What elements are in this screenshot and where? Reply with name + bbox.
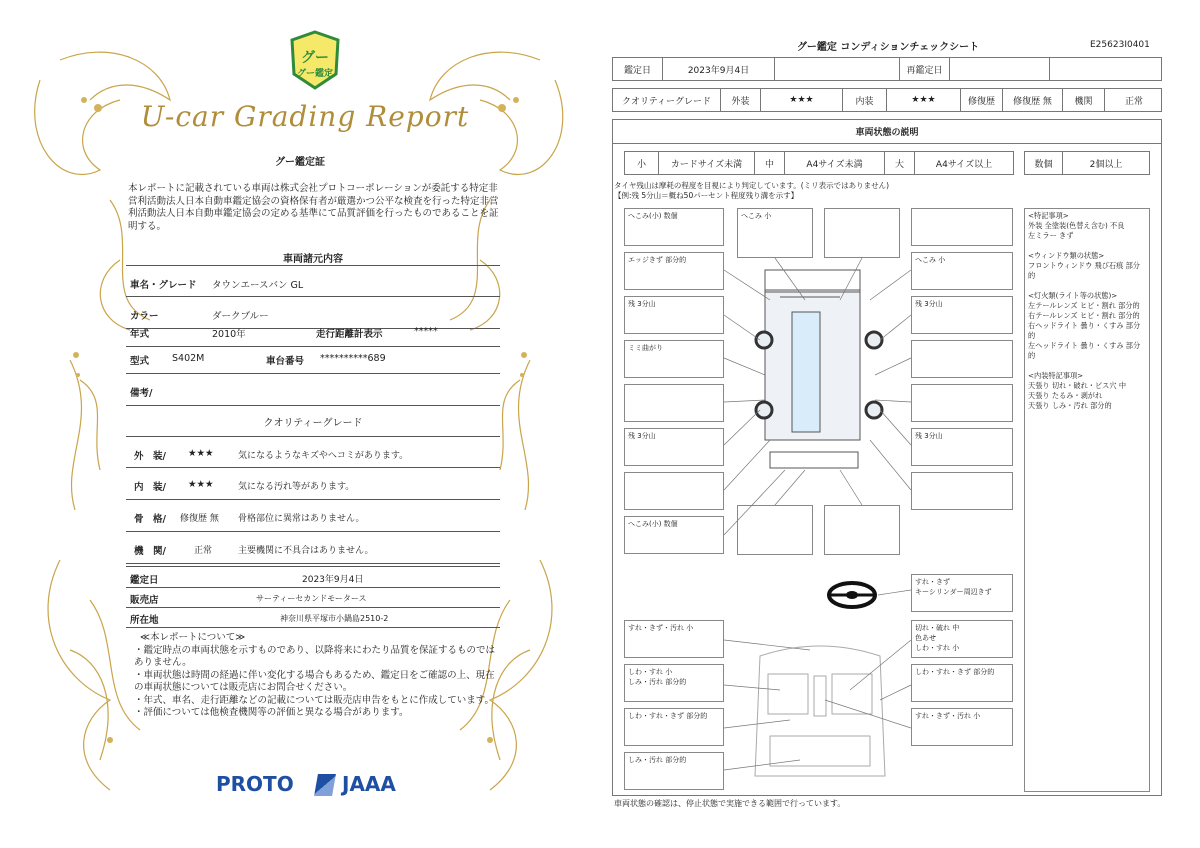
interior-label: 内装: [843, 89, 887, 111]
legend-small: 小: [625, 152, 659, 174]
proto-logo: PROTO: [216, 772, 294, 796]
appraisal-label: 販売店: [130, 595, 159, 606]
spec-label: 備考/: [130, 388, 153, 399]
quality-row-engine: [126, 532, 500, 564]
note-item: ・車両状態は時間の経過に伴い変化する場合もあるため、鑑定日をご確認の上、現在の車両状態については販売店にお問合せください。: [134, 669, 495, 693]
appraisal-label: 所在地: [130, 615, 159, 626]
document-id: E25623I0401: [1090, 40, 1150, 50]
spec-value: タウンエースバン GL: [212, 280, 304, 291]
note-item: ・鑑定時点の車両状態を示すものであり、以降将来にわたり品質を保証するものではありません。: [134, 644, 496, 668]
report-script-title: U-car Grading Report: [140, 100, 470, 133]
quality-label: 外 装/: [134, 451, 166, 462]
note-item: ・年式、車名、走行距離などの記載については販売店申告をもとに作成しています。: [134, 694, 495, 706]
quality-row-frame: [126, 500, 500, 532]
special-notes: <特記事項> 外装 全塗装(色替え含む) 不良 左ミラー きず <ウィンドウ類の状態> フロントウィンドウ 飛び石痕 部分的 <灯火類(ライト等の状態)> 左テールレンズ ヒビ・割れ 部分的 右テールレンズ ヒビ・割れ 部分的 右ヘッドライト 曇り・くすみ 部分的 左ヘッドライト 曇り・くすみ 部分的 <内装特記事項> 天張り 切れ・破れ・ビス穴 中 天張り たるみ・剥がれ 天張り しみ・汚れ 部分的: [1024, 208, 1150, 792]
svg-text:グー: グー: [301, 50, 329, 66]
footer-note: 車両状態の確認は、停止状態で実施できる範囲で行っています。: [614, 799, 846, 808]
quality-stars: ★★★: [188, 479, 214, 490]
appraisal-row-date: [126, 566, 500, 588]
spec-row-remarks: [126, 374, 500, 406]
quality-section-title: クオリティーグレード: [263, 418, 363, 429]
damage-panel: 残 3分山: [911, 296, 1013, 334]
interior-panel: しわ・すれ・きず 部分的: [911, 664, 1013, 702]
date-label: 鑑定日: [613, 58, 663, 80]
condition-check-sheet: [600, 0, 1200, 848]
quality-desc: 主要機関に不具合はありません。: [238, 546, 374, 556]
interior-panel: すれ・きず・汚れ 小: [911, 708, 1013, 746]
repair-label: 修復歴: [961, 89, 1003, 111]
sheet-title: グー鑑定 コンディションチェックシート: [796, 42, 980, 53]
report-notes: [128, 632, 498, 720]
quality-label: 機 関/: [134, 546, 166, 557]
appraisal-row-shop: [126, 588, 500, 608]
damage-panel: 残 3分山: [911, 428, 1013, 466]
damage-panel: 残 3分山: [624, 428, 724, 466]
legend-count-desc: 2個以上: [1089, 159, 1123, 170]
spec-label: 年式: [130, 329, 150, 340]
interior-panel: しわ・すれ・きず 部分的: [624, 708, 724, 746]
engine-label: 機関: [1063, 89, 1105, 111]
damage-panel: へこみ(小) 数個: [624, 208, 724, 246]
quality-label: 骨 格/: [134, 514, 166, 525]
spec-row-model: [126, 342, 500, 374]
interior-panel: しみ・汚れ 部分的: [624, 752, 724, 790]
reappraisal-label: 再鑑定日: [900, 58, 950, 80]
spec-value: 2010年: [212, 329, 246, 340]
legend-small-desc: カードサイズ未満: [659, 152, 755, 174]
quality-stars: ★★★: [188, 448, 214, 459]
interior-panel-steering: すれ・きず キーシリンダー周辺きず: [911, 574, 1013, 612]
damage-panel: 残 3分山: [624, 296, 724, 334]
spec-value: **********689: [320, 353, 386, 364]
interior-panel: しわ・すれ 小 しみ・汚れ 部分的: [624, 664, 724, 702]
interior-panel: すれ・きず・汚れ 小: [624, 620, 724, 658]
legend-count: 数個: [1025, 152, 1063, 174]
notes-title: ≪本レポートについて≫: [140, 632, 246, 643]
spec-label: 車名・グレード: [130, 280, 197, 291]
engine-value: 正常: [1124, 96, 1143, 107]
spec-value: *****: [414, 326, 438, 337]
date-value: 2023年9月4日: [663, 58, 775, 80]
quality-label: 内 装/: [134, 482, 166, 493]
certificate-title: グー鑑定証: [275, 157, 325, 168]
exterior-stars: ★★★: [761, 89, 843, 111]
quality-desc: 気になる汚れ等があります。: [238, 482, 355, 492]
spec-value: S402M: [172, 353, 205, 364]
legend-large-desc: A4サイズ以上: [935, 159, 993, 170]
spec-section-title: 車両諸元内容: [283, 254, 343, 265]
interior-panel: 切れ・破れ 中 色あせ しわ・すれ 小: [911, 620, 1013, 658]
section-title: 車両状態の説明: [613, 120, 1161, 144]
spec-label: 車台番号: [266, 356, 305, 367]
spec-label: 走行距離計表示: [316, 329, 383, 340]
appraisal-label: 鑑定日: [130, 575, 159, 586]
appraisal-row-address: [126, 608, 500, 628]
appraisal-value: 神奈川県平塚市小鍋島2510-2: [280, 614, 389, 623]
footer-logos: [216, 770, 416, 800]
legend-mid: 中: [755, 152, 785, 174]
jaaa-logo: JAAA: [342, 772, 396, 796]
damage-panel: エッジきず 部分的: [624, 252, 724, 290]
repair-value: 修復歴 無: [1003, 89, 1063, 111]
interior-stars: ★★★: [887, 89, 961, 111]
damage-panel: ミミ曲がり: [624, 340, 724, 378]
quality-row-interior: [126, 468, 500, 500]
spec-label: カラー: [130, 311, 159, 322]
spec-value: ダークブルー: [212, 311, 269, 322]
spec-label: 型式: [130, 356, 150, 367]
note-item: ・評価については他検査機関等の評価と異なる場合があります。: [134, 707, 409, 718]
damage-panel: へこみ(小) 数個: [624, 516, 724, 554]
quality-row-exterior: [126, 436, 500, 468]
quality-value: 修復歴 無: [180, 514, 219, 524]
spec-row-name: [126, 265, 500, 297]
quality-desc: 骨格部位に異常はありません。: [238, 514, 365, 524]
legend-large: 大: [885, 152, 915, 174]
goo-kantei-logo: [286, 30, 344, 92]
tire-example: 【例:残 5分山＝概ね50パーセント程度残り溝を示す】: [614, 191, 799, 200]
exterior-label: 外装: [721, 89, 761, 111]
quality-grade-label: クオリティーグレード: [613, 89, 721, 111]
legend-mid-desc: A4サイズ未満: [785, 152, 885, 174]
quality-desc: 気になるようなキズやヘコミがあります。: [238, 451, 409, 461]
quality-value: 正常: [194, 546, 213, 556]
svg-text:グー鑑定: グー鑑定: [296, 69, 334, 79]
appraisal-value: 2023年9月4日: [302, 575, 364, 585]
damage-panel: へこみ 小: [911, 252, 1013, 290]
tire-note: タイヤ残山は摩耗の程度を目視により判定しています。(ミリ表示ではありません): [614, 181, 890, 190]
jaaa-emblem-icon: [314, 774, 336, 796]
damage-panel: へこみ 小: [737, 208, 813, 258]
certificate-statement: 本レポートに記載されている車両は株式会社プロトコーポレーションが委託する特定非営利活動法人日本自動車鑑定協会の資格保有者が厳選かつ公平な検査を行った特定非営利活動法人日本自動車鑑定協会の定める基準にて品質評価を行ったものであることを証明する。: [128, 183, 499, 232]
appraisal-value: サーティーセカンドモータース: [256, 594, 367, 603]
